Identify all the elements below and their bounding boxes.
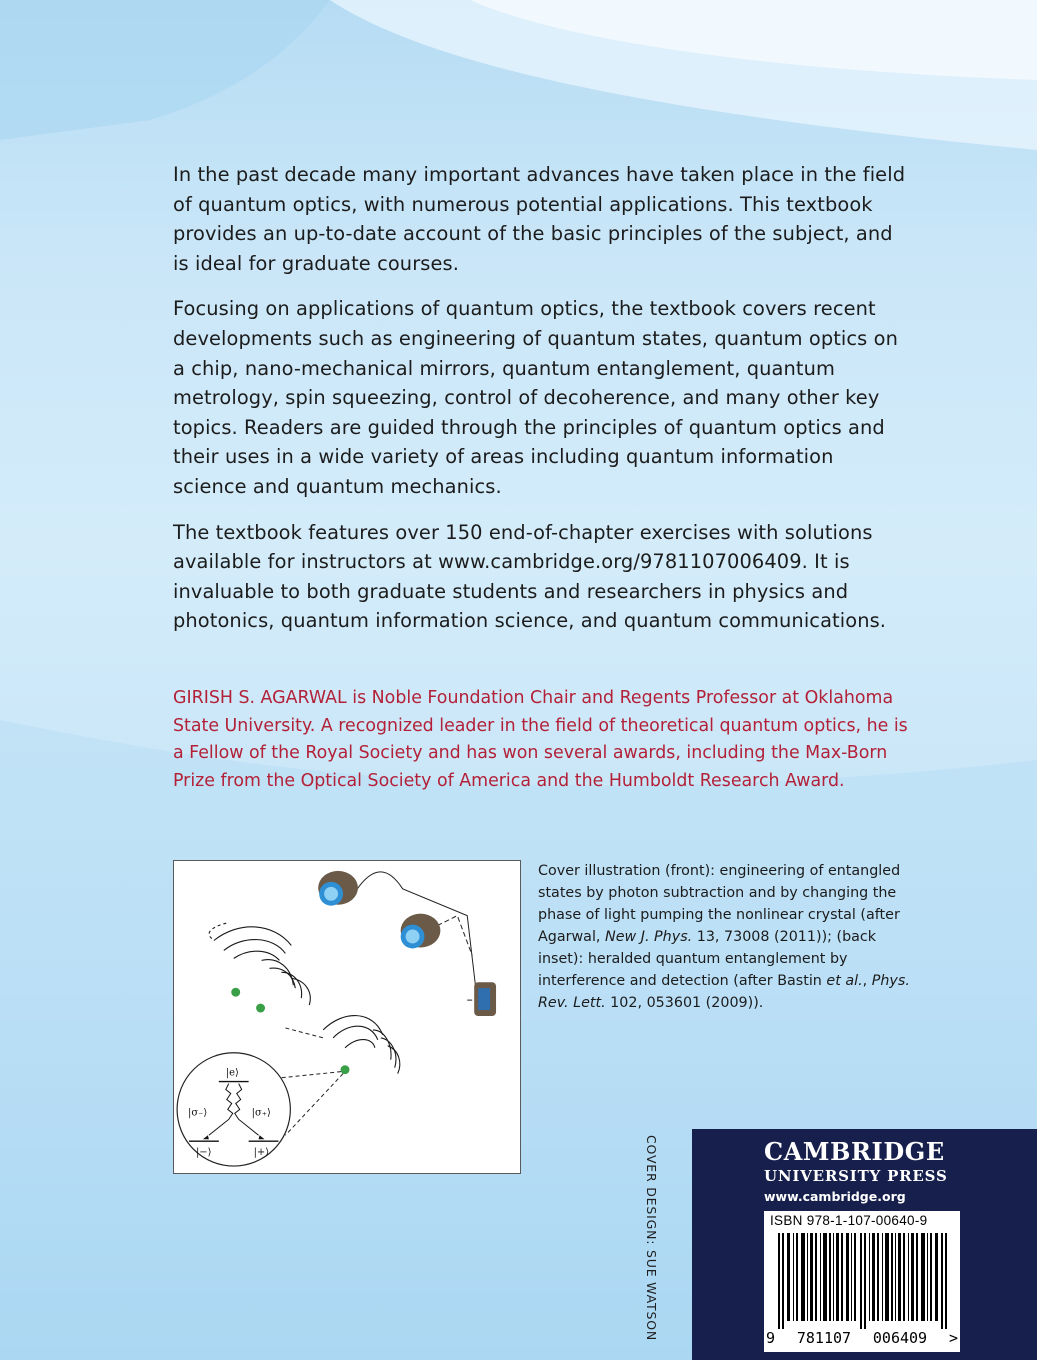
caption-part-3: , [862,973,872,989]
ean-right-group: 006409 [872,1329,928,1347]
atom-2-icon [256,1004,265,1013]
blurb-text [173,160,913,652]
state-minus-label: |−⟩ [195,1147,212,1159]
ean-left-group: 781107 [796,1329,852,1347]
isbn-label: ISBN 978-1-107-00640-9 [770,1213,928,1228]
caption-part-1: Cover illustration (front): engineering of entangled states by photon subtraction and by changing the phase of light pumping the nonlinear crystal (after Agarwal, [538,863,901,945]
detector-2-icon [401,914,441,949]
illustration-caption [538,860,918,1014]
ean-arrow: > [948,1329,958,1347]
blurb-paragraph-1: In the past decade many important advances have taken place in the field of quantum optics, with numerous potential applications. This textbook provides an up-to-date account of the basic principles of the subject, and is ideal for graduate courses. [173,163,906,275]
cover-design-credit: COVER DESIGN: SUE WATSON [644,1135,659,1341]
atom-3-icon [341,1065,350,1074]
ean-digits [766,1329,958,1347]
caption-et-al: et al. [826,973,863,989]
publisher-block [692,1129,1037,1360]
emitter-icon [467,982,496,1016]
sigma-plus-label: |σ₊⟩ [251,1107,271,1119]
caption-part-2: 13, 73008 (2011)); (back inset): heralded quantum entanglement by interference and detection (after Bastin [538,929,877,989]
caption-journal-1: New J. Phys. [605,929,693,945]
publisher-website: www.cambridge.org [764,1189,906,1204]
caption-part-4: 102, 053601 (2009)). [605,995,764,1011]
caption-journal-2: Phys. Rev. Lett. [538,973,910,1011]
cover-illustration [173,860,521,1174]
publisher-name: CAMBRIDGE [764,1137,945,1166]
detector-1-icon [318,871,358,906]
sigma-minus-label: |σ₋⟩ [188,1107,208,1119]
state-plus-label: |+⟩ [253,1147,270,1159]
author-bio: GIRISH S. AGARWAL is Noble Foundation Chair and Regents Professor at Oklahoma State University. A recognized leader in the field of theoretical quantum optics, he is a Fellow of the Royal Society and has won several awards, including the Max-Born Prize from the Optical Society of America and the Humboldt Research Award. [173,688,908,791]
state-e-label: |e⟩ [225,1067,239,1079]
atom-1-icon [231,988,240,997]
barcode [764,1211,960,1352]
ean-first-digit: 9 [766,1329,776,1347]
blurb-paragraph-3: The textbook features over 150 end-of-chapter exercises with solutions available for instructors at www.cambridge.org/9781107006409. It is invaluable to both graduate students and researchers in physics and photonics, quantum information science, and quantum communications. [173,520,887,633]
barcode-bars [774,1233,950,1329]
publisher-press: UNIVERSITY PRESS [764,1167,948,1185]
blurb-paragraph-2: Focusing on applications of quantum optics, the textbook covers recent developments such as engineering of quantum states, quantum optics on a chip, nano-mechanical mirrors, quantum entanglement, quantum metrology, spin squeezing, control of decoherence, and many other key topics. Readers are guided through the principles of quantum optics and their uses in a wide variety of areas including quantum information science and quantum mechanics. [173,297,898,498]
